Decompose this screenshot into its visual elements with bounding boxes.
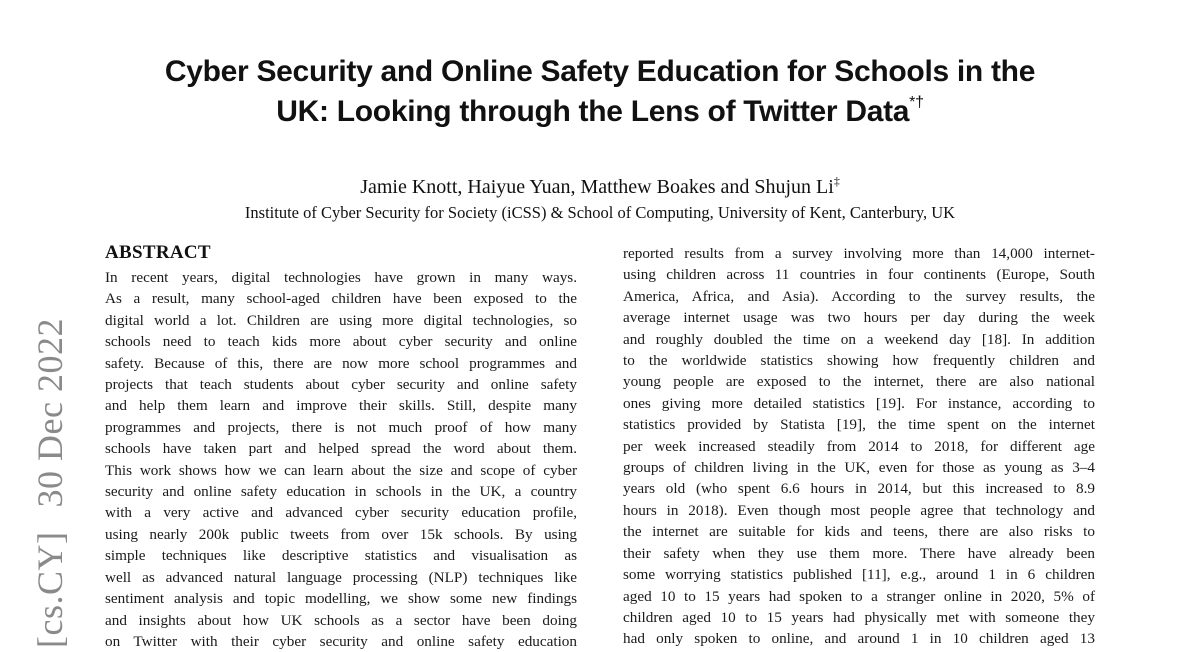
body-line: average internet usage was two hours per day during the week bbox=[623, 309, 1095, 327]
arxiv-date: 30 Dec 2022 bbox=[30, 318, 70, 508]
body-line: and roughly doubled the time on a weekend day [18]. In addition bbox=[623, 330, 1095, 348]
body-line: the internet are suitable for kids and teens, there are also risks to bbox=[623, 523, 1095, 541]
body-line: young people are exposed to the internet, there are also national bbox=[623, 373, 1095, 391]
body-line: reported results from a survey involving more than 14,000 internet- bbox=[623, 245, 1095, 262]
author-footnote-mark: ‡ bbox=[833, 174, 840, 188]
abstract-column bbox=[105, 241, 577, 652]
title-line-2 bbox=[0, 92, 1200, 132]
body-line: groups of children living in the UK, even for those as young as 3–4 bbox=[623, 459, 1095, 477]
body-line: years old (who spent 6.6 hours in 2014, but this increased to 8.9 bbox=[623, 480, 1095, 498]
title-line-1: Cyber Security and Online Safety Education for Schools in the bbox=[164, 55, 1036, 88]
abstract-line: and insights about how UK schools as a sector have been doing bbox=[105, 611, 577, 629]
abstract-heading: ABSTRACT bbox=[105, 242, 211, 263]
title-footnote-marks: *† bbox=[909, 94, 924, 111]
abstract-line: using nearly 200k public tweets from over 15k schools. By using bbox=[105, 525, 577, 543]
body-line: children aged 10 to 15 years had physically met with someone they bbox=[623, 608, 1095, 626]
abstract-line: digital world a lot. Children are using more digital technologies, so bbox=[105, 311, 577, 329]
body-line: their safety when they use them more. There have already been bbox=[623, 544, 1095, 562]
abstract-line: sentiment analysis and topic modelling, we show some new findings bbox=[105, 590, 577, 608]
abstract-line: schools need to teach kids more about cyber security and online bbox=[105, 333, 577, 351]
body-line: hours in 2018). Even though most people agree that technology and bbox=[623, 501, 1095, 519]
body-line: per week increased steadily from 2014 to 2018, for different age bbox=[623, 437, 1095, 455]
body-line: had only spoken to online, and around 1 in 10 children aged 13 bbox=[623, 630, 1095, 648]
abstract-line: security and online safety education in schools in the UK, a country bbox=[105, 483, 577, 501]
title-line-2-text: UK: Looking through the Lens of Twitter Data bbox=[276, 95, 910, 128]
abstract-line: schools have taken part and helped spread the word about them. bbox=[105, 440, 577, 458]
arxiv-category: [cs.CY] bbox=[30, 531, 70, 648]
abstract-line: simple techniques like descriptive statistics and visualisation as bbox=[105, 547, 577, 565]
arxiv-sidebar-stamp bbox=[28, 318, 72, 648]
introduction-column bbox=[623, 243, 1095, 650]
paper-title bbox=[0, 52, 1200, 132]
abstract-line: safety. Because of this, there are now more school programmes and bbox=[105, 354, 577, 372]
abstract-line: This work shows how we can learn about the size and scope of cyber bbox=[105, 461, 577, 479]
abstract-line: well as advanced natural language processing (NLP) techniques like bbox=[105, 568, 577, 586]
abstract-line: and help them learn and improve their skills. Still, despite many bbox=[105, 397, 577, 415]
body-line: America, Africa, and Asia). According to the survey results, the bbox=[623, 287, 1095, 305]
abstract-line: programmes and projects, there is not much proof of how many bbox=[105, 418, 577, 436]
abstract-body bbox=[105, 267, 577, 652]
body-line: to the worldwide statistics showing how frequently children and bbox=[623, 352, 1095, 370]
author-list bbox=[0, 174, 1200, 200]
body-line: using children across 11 countries in four continents (Europe, South bbox=[623, 266, 1095, 284]
body-line: ones giving more detailed statistics [19]. For instance, according to bbox=[623, 394, 1095, 412]
body-line: statistics provided by Statista [19], the time spent on the internet bbox=[623, 416, 1095, 434]
authors-text: Jamie Knott, Haiyue Yuan, Matthew Boakes and Shujun Li bbox=[360, 176, 834, 198]
abstract-line: In recent years, digital technologies have grown in many ways. bbox=[105, 269, 577, 286]
abstract-line: As a result, many school-aged children have been exposed to the bbox=[105, 290, 577, 308]
abstract-line: on Twitter with their cyber security and online safety education bbox=[105, 632, 577, 650]
abstract-line: with a very active and advanced cyber security education profile, bbox=[105, 504, 577, 522]
body-line: aged 10 to 15 years had spoken to a stranger online in 2020, 5% of bbox=[623, 587, 1095, 605]
body-line: some worrying statistics published [11], e.g., around 1 in 6 children bbox=[623, 566, 1095, 584]
abstract-line: projects that teach students about cyber security and online safety bbox=[105, 376, 577, 394]
affiliation: Institute of Cyber Security for Society (iCSS) & School of Computing, University of Kent, Canterbury, UK bbox=[244, 203, 956, 222]
